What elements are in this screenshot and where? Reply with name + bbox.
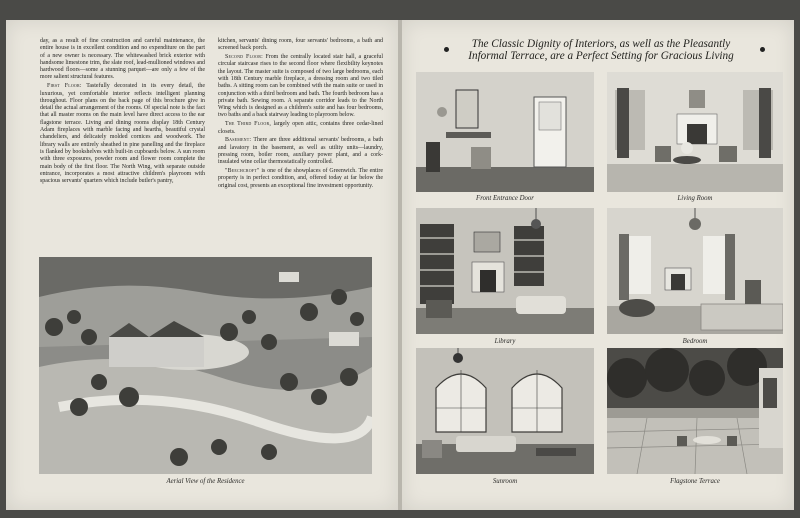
- section-head: Basement:: [225, 137, 252, 144]
- photo-living-room: [607, 72, 783, 192]
- paragraph: [218, 121, 383, 136]
- photo-caption: Flagstone Terrace: [670, 478, 720, 485]
- aerial-caption: Aerial View of the Residence: [166, 478, 245, 485]
- section-head: "Beechcroft": [225, 168, 260, 175]
- photo-library: [416, 208, 594, 334]
- title-line: The Classic Dignity of Interiors, as well as the Pleasantly: [471, 38, 731, 50]
- title-line: Informal Terrace, are a Perfect Setting for Gracious Living: [468, 50, 734, 62]
- paragraph: kitchen, servants' dining room, four servants' bedrooms, a bath and screened back porch.: [218, 38, 383, 52]
- brochure-spread: [6, 20, 794, 510]
- left-page: [6, 20, 398, 510]
- section-text: There are three additional servants' bedrooms, a bath and lavatory in the basement, as well as utility units—laundry, pressing room, boiler room, auxiliary power plant, and a cork-insulated wine cellar thermostatically controlled.: [218, 137, 384, 166]
- photo-caption: Living Room: [677, 195, 713, 202]
- section-text: largely open attic, contains three cedar-lined closets.: [218, 121, 383, 135]
- text-column-2: [218, 38, 383, 191]
- photo-sunroom: [416, 348, 594, 474]
- section-text: Tastefully decorated in its every detail, the luxurious, yet comfortable interior reflects intelligent planning throughout. Floor plans on the back page of this brochure give in detail the actual arrangement of the rooms. Of special note is the fact that all master rooms on the main level have direct access to the ear flagstone terrace. Living and dining rooms display 18th Century Adam fireplaces with marble facing and hearths, beautiful crystal chandeliers, and delicately molded cornices and woodwork. The library walls are entirely sheathed in pine panelling and the fireplace is flanked by bookshelves with built-in cupboards below. A sun room with three exposures, powder room and flower room complete the main body of the first floor. The North Wing, with separate outside entrance, incorporates a most attractive children's playroom with spacious servants' quarters which include butler's pantry,: [40, 83, 205, 185]
- photo-bedroom: [607, 208, 783, 334]
- text-column-1: [40, 38, 205, 187]
- paragraph: [218, 137, 383, 166]
- photo-caption: Sunroom: [492, 478, 518, 485]
- section-head: First Floor:: [47, 83, 82, 90]
- photo-flagstone-terrace: [607, 348, 783, 474]
- photo-caption: Library: [494, 338, 516, 345]
- section-text: is one of the showplaces of Greenwich. The entire property is in perfect condition, and, offered today at far below the original cost, presents an exceptional fine investment opportunity.: [218, 168, 383, 189]
- section-head: The Third Floor,: [225, 121, 272, 128]
- photo-front-entrance: [416, 72, 594, 192]
- paragraph: [218, 54, 383, 120]
- photo-caption: Bedroom: [682, 338, 708, 345]
- section-head: Second Floor:: [225, 54, 263, 61]
- paragraph: day, as a result of fine construction and careful maintenance, the entire house is in excellent condition and no expenditure on the part of a new owner is necessary. The whitewashed brick exterior with handsome limestone trim, the slate roof, lead-mullioned windows and hardwood floors—some a stunning parquet—are only a few of the more salient structural features.: [40, 38, 205, 81]
- section-text: From the centrally located stair hall, a graceful circular staircase rises to the second floor where flexibility keynotes the layout. The master suite is composed of two large bedrooms, each with 18th Century marble fireplace, a dressing room and two tiled baths. A sitting room can be combined with the main suite or used in conjunction with a third bedroom and bath. The fourth bedroom has a private bath. Sewing room. A separate corridor leads to the North Wing which is designed as a children's suite and has four bedrooms, two baths and a back stairway leading to playroom below.: [218, 54, 383, 119]
- paragraph: [218, 168, 383, 190]
- aerial-photo: [39, 257, 372, 474]
- paragraph: [40, 83, 205, 185]
- right-page: [402, 20, 794, 510]
- page-title: [426, 38, 776, 62]
- photo-caption: Front Entrance Door: [476, 195, 534, 202]
